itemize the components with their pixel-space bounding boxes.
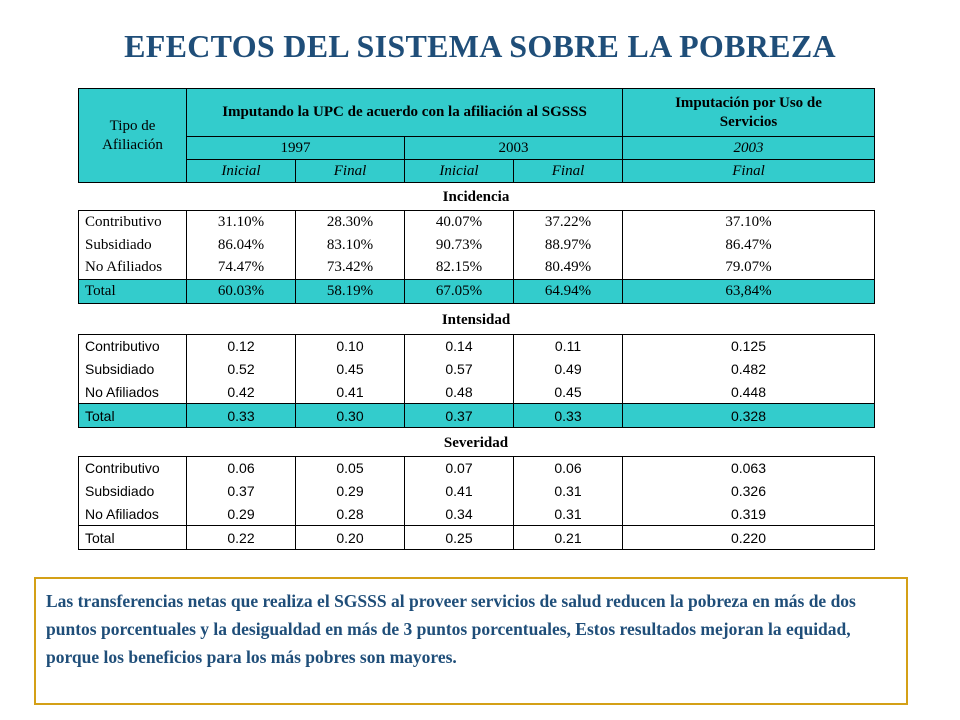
row-label: Total <box>79 280 187 304</box>
cell: 0.45 <box>514 381 623 404</box>
table-row <box>79 234 875 257</box>
year-1997: 1997 <box>187 137 405 160</box>
total-row <box>79 280 875 304</box>
upc-header: Imputando la UPC de acuerdo con la afiliación al SGSSS <box>187 89 623 137</box>
cell: 0.22 <box>187 526 296 550</box>
total-row <box>79 404 875 428</box>
cell: 0.57 <box>405 358 514 381</box>
inicial-1997: Inicial <box>187 160 296 183</box>
page-title: EFECTOS DEL SISTEMA SOBRE LA POBREZA <box>124 28 836 64</box>
cell: 40.07% <box>405 211 514 234</box>
cell: 67.05% <box>405 280 514 304</box>
table-row <box>79 503 875 526</box>
cell: 0.06 <box>514 457 623 480</box>
row-label: No Afiliados <box>79 503 187 526</box>
section-title-severidad: Severidad <box>443 435 509 451</box>
cell: 0.52 <box>187 358 296 381</box>
cell: 0.21 <box>514 526 623 550</box>
cell: 0.45 <box>296 358 405 381</box>
final-1997: Final <box>296 160 405 183</box>
cell: 0.10 <box>296 335 405 358</box>
cell: 37.10% <box>623 211 875 234</box>
row-label: Subsidiado <box>79 480 187 503</box>
cell: 0.29 <box>296 480 405 503</box>
table-row <box>79 457 875 480</box>
cell: 0.37 <box>187 480 296 503</box>
row-label: Subsidiado <box>79 358 187 381</box>
row-label: Total <box>79 526 187 550</box>
tipo-afiliacion-header: Tipo de Afiliación <box>79 89 187 183</box>
row-label: Total <box>79 404 187 428</box>
cell: 86.47% <box>623 234 875 257</box>
cell: 0.482 <box>623 358 875 381</box>
cell: 0.319 <box>623 503 875 526</box>
severidad-table <box>78 456 875 550</box>
cell: 63,84% <box>623 280 875 304</box>
cell: 0.326 <box>623 480 875 503</box>
cell: 0.07 <box>405 457 514 480</box>
table-row <box>79 480 875 503</box>
table-row <box>79 358 875 381</box>
section-title-incidencia: Incidencia <box>442 189 510 205</box>
total-row <box>79 526 875 550</box>
cell: 28.30% <box>296 211 405 234</box>
row-label: Contributivo <box>79 211 187 234</box>
cell: 0.31 <box>514 503 623 526</box>
cell: 0.220 <box>623 526 875 550</box>
cell: 80.49% <box>514 257 623 280</box>
cell: 0.37 <box>405 404 514 428</box>
inicial-2003: Inicial <box>405 160 514 183</box>
table-row <box>79 381 875 404</box>
row-label: Subsidiado <box>79 234 187 257</box>
table-row <box>79 211 875 234</box>
cell: 0.34 <box>405 503 514 526</box>
cell: 0.30 <box>296 404 405 428</box>
cell: 0.49 <box>514 358 623 381</box>
cell: 0.48 <box>405 381 514 404</box>
final-2003: Final <box>514 160 623 183</box>
cell: 0.12 <box>187 335 296 358</box>
cell: 0.448 <box>623 381 875 404</box>
cell: 0.11 <box>514 335 623 358</box>
cell: 0.05 <box>296 457 405 480</box>
cell: 0.25 <box>405 526 514 550</box>
cell: 58.19% <box>296 280 405 304</box>
cell: 0.063 <box>623 457 875 480</box>
cell: 64.94% <box>514 280 623 304</box>
cell: 0.33 <box>187 404 296 428</box>
summary-note: Las transferencias netas que realiza el SGSSS al proveer servicios de salud reducen la pobreza en más de dos puntos porcentuales y la desigualdad en más de 3 puntos porcentuales, Estos resultados mejoran la equidad, porque los beneficios para los más pobres son mayores. <box>34 577 908 705</box>
table-row <box>79 335 875 358</box>
year-2003: 2003 <box>405 137 623 160</box>
cell: 37.22% <box>514 211 623 234</box>
cell: 79.07% <box>623 257 875 280</box>
cell: 90.73% <box>405 234 514 257</box>
cell: 0.42 <box>187 381 296 404</box>
row-label: Contributivo <box>79 457 187 480</box>
cell: 83.10% <box>296 234 405 257</box>
cell: 74.47% <box>187 257 296 280</box>
cell: 88.97% <box>514 234 623 257</box>
cell: 0.06 <box>187 457 296 480</box>
intensidad-table <box>78 334 875 428</box>
table-row <box>79 257 875 280</box>
cell: 0.33 <box>514 404 623 428</box>
cell: 60.03% <box>187 280 296 304</box>
cell: 86.04% <box>187 234 296 257</box>
cell: 0.20 <box>296 526 405 550</box>
cell: 0.41 <box>405 480 514 503</box>
row-label: No Afiliados <box>79 381 187 404</box>
header-table <box>78 88 875 183</box>
cell: 31.10% <box>187 211 296 234</box>
cell: 0.28 <box>296 503 405 526</box>
row-label: Contributivo <box>79 335 187 358</box>
year-2003-uso: 2003 <box>623 137 875 160</box>
uso-servicios-header: Imputación por Uso de Servicios <box>623 89 875 137</box>
cell: 0.29 <box>187 503 296 526</box>
cell: 0.328 <box>623 404 875 428</box>
incidencia-table <box>78 210 875 304</box>
final-uso: Final <box>623 160 875 183</box>
cell: 0.31 <box>514 480 623 503</box>
cell: 82.15% <box>405 257 514 280</box>
row-label: No Afiliados <box>79 257 187 280</box>
cell: 0.14 <box>405 335 514 358</box>
cell: 0.41 <box>296 381 405 404</box>
cell: 73.42% <box>296 257 405 280</box>
section-title-intensidad: Intensidad <box>441 312 511 328</box>
cell: 0.125 <box>623 335 875 358</box>
